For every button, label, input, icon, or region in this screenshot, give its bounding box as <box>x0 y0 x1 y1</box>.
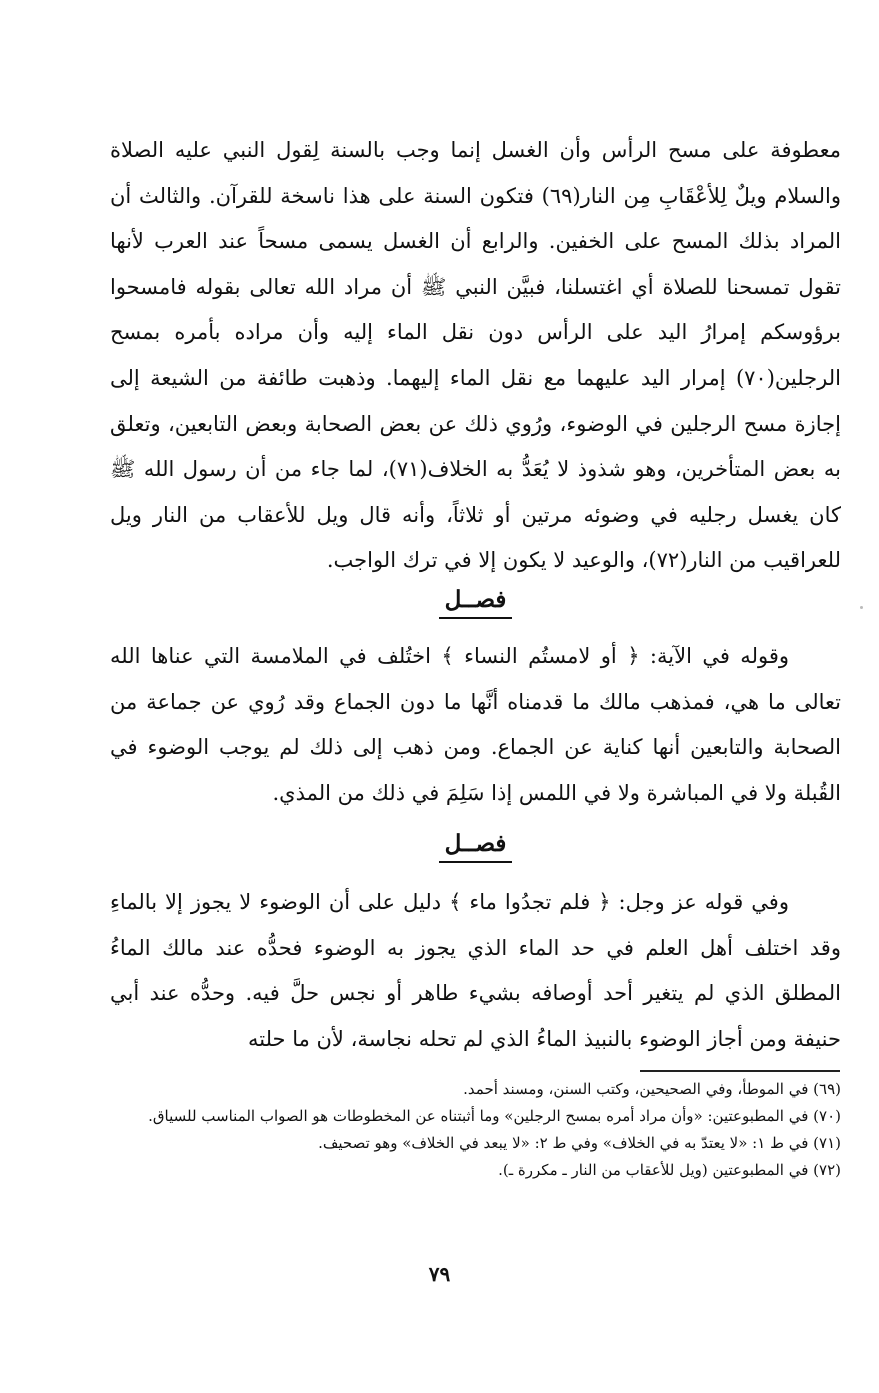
body-paragraph-2 <box>110 634 841 816</box>
footnote-divider <box>640 1070 840 1072</box>
section-heading-2 <box>110 822 841 866</box>
page-number: ٧٩ <box>428 1262 451 1286</box>
footnotes <box>110 1076 841 1184</box>
body-paragraph-3 <box>110 880 841 1062</box>
footnote-70: (٧٠) في المطبوعتين: «وأن مراد أمره بمسح الرجلين» وما أثبتناه عن المخطوطات هو الصواب المناسب للسياق. <box>148 1107 841 1125</box>
paragraph-text: معطوفة على مسح الرأس وأن الغسل إنما وجب بالسنة لِقول النبي عليه الصلاة والسلام ويلٌ لِلأعْقَابِ مِن النار(٦٩) فتكون السنة على هذا ناسخة للقرآن. والثالث أن المراد بذلك المسح على الخفين. والرابع أن الغسل يسمى مسحاً عند العرب لأنها تقول تمسحنا للصلاة أي اغتسلنا، فبيَّن النبي ﷺ أن مراد الله تعالى بقوله فامسحوا برؤوسكم إمرارُ اليد على الرأس دون نقل الماء إليه وأن مراده بأمره بمسح الرجلين(٧٠) إمرار اليد عليهما مع نقل الماء إليهما. وذهبت طائفة من الشيعة إلى إجازة مسح الرجلين في الوضوء، ورُوي ذلك عن بعض الصحابة وبعض التابعين، وتعلق به بعض المتأخرين، وهو شذوذ لا يُعَدُّ به الخلاف(٧١)، لما جاء من أن رسول الله ﷺ كان يغسل رجليه في وضوئه مرتين أو ثلاثاً، وأنه قال ويل للأعقاب من النار ويل للعراقيب من النار(٧٢)، والوعيد لا يكون إلا في ترك الواجب. <box>110 138 841 573</box>
section-heading-1 <box>110 578 841 622</box>
footnote-69: (٦٩) في الموطأ، وفي الصحيحين، وكتب السنن، ومسند أحمد. <box>463 1080 841 1098</box>
footnote-72: (٧٢) في المطبوعتين (ويل للأعقاب من النار ـ مكررة ـ). <box>498 1161 841 1179</box>
paragraph-text: وقوله في الآية: ﴿ أو لامستُم النساء ﴾ اختُلف في الملامسة التي عناها الله تعالى ما هي، فمذهب مالك ما قدمناه أنَّها ما دون الجماع وقد رُوي عن جماعة من الصحابة والتابعين أنها كناية عن الجماع. ومن ذهب إلى ذلك لم يوجب الوضوء في القُبلة ولا في المباشرة ولا في اللمس إذا سَلِمَ في ذلك من المذي. <box>110 644 841 805</box>
paragraph-text: وفي قوله عز وجل: ﴿ فلم تجدُوا ماء ﴾ دليل على أن الوضوء لا يجوز إلا بالماءِ وقد اختلف أهل العلم في حد الماء الذي يجوز به الوضوء فحدُّه عند مالك الماءُ المطلق الذي لم يتغير أحد أوصافه بشيء طاهر أو نجس حلَّ فيه. وحدُّه عند أبي حنيفة ومن أجاز الوضوء بالنبيذ الماءُ الذي لم تحله نجاسة، لأن ما حلته <box>110 890 841 1051</box>
section-heading-text: فصــل <box>439 585 513 619</box>
footnote-71: (٧١) في ط ١: «لا يعتدّ به في الخلاف» وفي ط ٢: «لا يبعد في الخلاف» وهو تصحيف. <box>318 1134 841 1152</box>
section-heading-text: فصــل <box>439 829 513 863</box>
body-paragraph-1 <box>110 128 841 584</box>
margin-speck <box>860 606 863 609</box>
